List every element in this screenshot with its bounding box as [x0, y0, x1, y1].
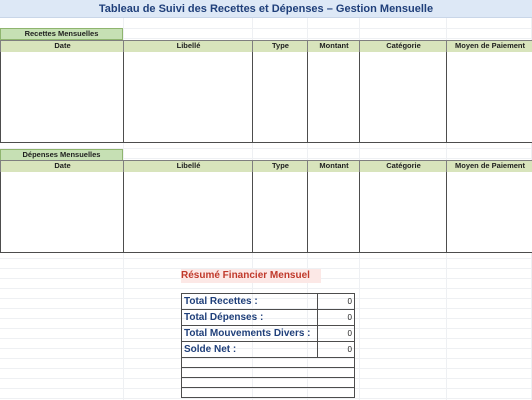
gridline: [0, 258, 532, 259]
table-cell[interactable]: [123, 132, 254, 143]
income-header-date[interactable]: Date: [0, 40, 125, 54]
summary-empty-row[interactable]: [181, 388, 355, 398]
summary-label-total-misc[interactable]: Total Mouvements Divers :: [181, 326, 317, 342]
summary-label-total-income[interactable]: Total Recettes :: [181, 294, 317, 310]
page-title[interactable]: Tableau de Suivi des Recettes et Dépenses – Gestion Mensuelle: [98, 3, 434, 15]
table-cell[interactable]: [123, 242, 254, 253]
expense-header-label[interactable]: Libellé: [123, 160, 254, 174]
summary-empty-row[interactable]: [181, 358, 355, 368]
table-cell[interactable]: [252, 132, 309, 143]
summary-empty-row[interactable]: [181, 378, 355, 388]
table-cell[interactable]: [446, 132, 532, 143]
table-cell[interactable]: [446, 242, 532, 253]
gridline: [0, 288, 532, 289]
summary-value-total-misc[interactable]: 0: [317, 326, 355, 342]
income-header-category[interactable]: Catégorie: [359, 40, 448, 54]
expense-header-amount[interactable]: Montant: [307, 160, 361, 174]
summary-value-total-expenses[interactable]: 0: [317, 310, 355, 326]
summary-empty-row[interactable]: [181, 368, 355, 378]
table-cell[interactable]: [0, 242, 125, 253]
expense-header-type[interactable]: Type: [252, 160, 309, 174]
expense-header-payment[interactable]: Moyen de Paiement: [446, 160, 532, 174]
table-cell[interactable]: [252, 242, 309, 253]
table-cell[interactable]: [0, 132, 125, 143]
summary-value-net-balance[interactable]: 0: [317, 342, 355, 358]
expense-header-row: [0, 160, 532, 172]
table-cell[interactable]: [307, 242, 361, 253]
income-header-amount[interactable]: Montant: [307, 40, 361, 54]
income-section-label[interactable]: Recettes Mensuelles: [0, 28, 123, 40]
expense-header-date[interactable]: Date: [0, 160, 125, 174]
expense-header-category[interactable]: Catégorie: [359, 160, 448, 174]
income-header-payment[interactable]: Moyen de Paiement: [446, 40, 532, 54]
summary-label-net-balance[interactable]: Solde Net :: [181, 342, 317, 358]
gridline: [0, 398, 532, 399]
income-header-row: [0, 40, 532, 52]
summary-title[interactable]: Résumé Financier Mensuel: [181, 269, 321, 283]
table-cell[interactable]: [359, 242, 448, 253]
table-cell[interactable]: [359, 132, 448, 143]
expense-section-label[interactable]: Dépenses Mensuelles: [0, 149, 123, 161]
summary-label-total-expenses[interactable]: Total Dépenses :: [181, 310, 317, 326]
table-cell[interactable]: [307, 132, 361, 143]
income-header-label[interactable]: Libellé: [123, 40, 254, 54]
income-header-type[interactable]: Type: [252, 40, 309, 54]
summary-value-total-income[interactable]: 0: [317, 294, 355, 310]
